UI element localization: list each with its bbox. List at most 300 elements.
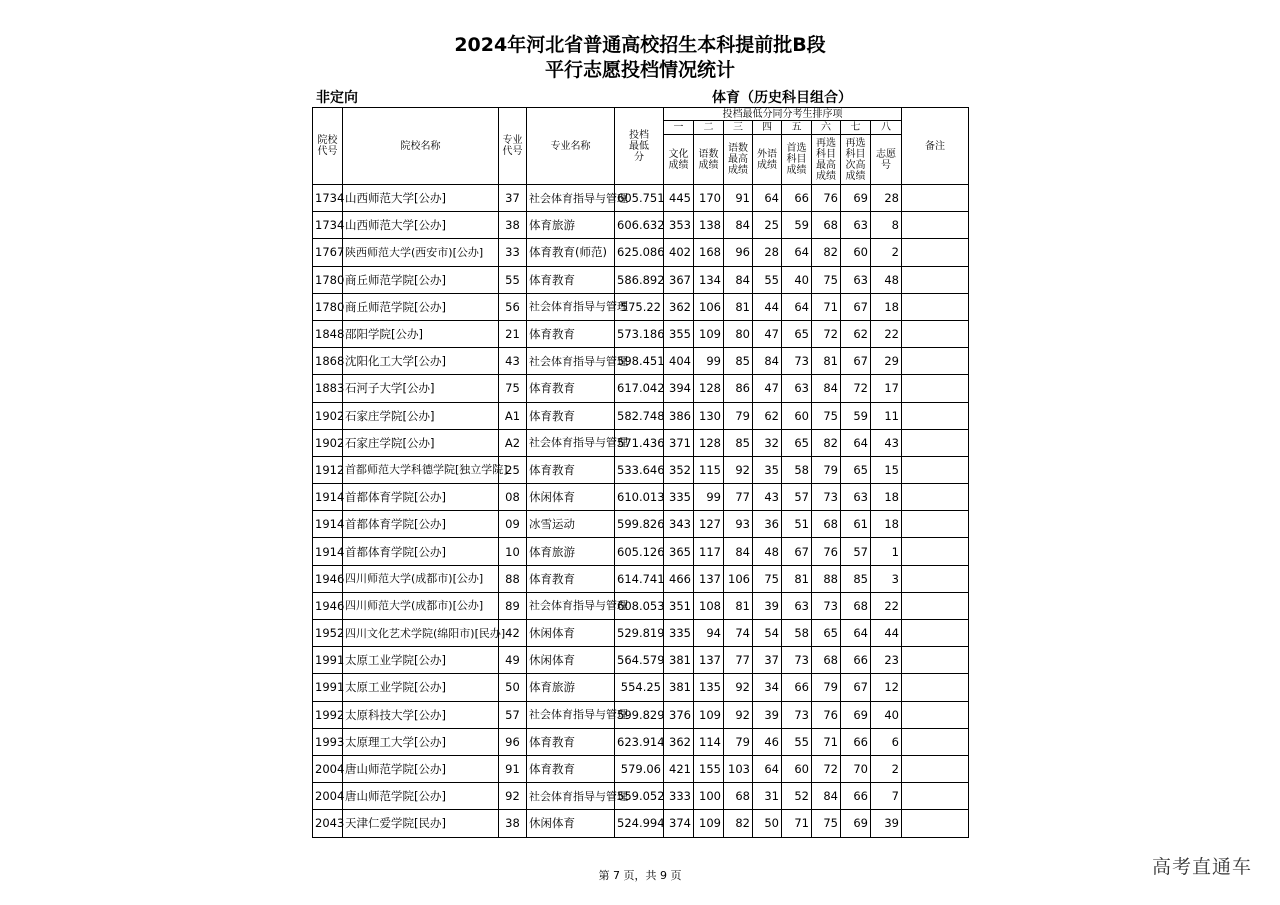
cell-school-name: 沈阳化工大学[公办] (343, 348, 499, 375)
cell-rank-culture: 335 (664, 484, 694, 511)
cell-rank-culture: 445 (664, 185, 694, 212)
cell-min-score: 564.579 (615, 647, 664, 674)
table-row (313, 538, 969, 565)
cell-rank-elective-max: 68 (812, 212, 841, 239)
cell-remarks (902, 212, 969, 239)
cell-min-score: 605.751 (615, 185, 664, 212)
header-school-name: 院校名称 (343, 108, 499, 185)
cell-major-name: 体育教育(师范) (527, 239, 615, 266)
cell-school-name: 石河子大学[公办] (343, 375, 499, 402)
cell-rank-primary: 59 (782, 212, 812, 239)
cell-min-score: 573.186 (615, 320, 664, 347)
cell-rank-elective-second: 60 (841, 239, 871, 266)
cell-min-score: 625.086 (615, 239, 664, 266)
cell-rank-elective-second: 63 (841, 484, 871, 511)
cell-remarks (902, 239, 969, 266)
cell-school-name: 商丘师范学院[公办] (343, 293, 499, 320)
cell-remarks (902, 538, 969, 565)
cell-rank-elective-max: 88 (812, 565, 841, 592)
cell-rank-chn-math: 109 (694, 810, 724, 837)
cell-school-name: 石家庄学院[公办] (343, 402, 499, 429)
table-row (313, 620, 969, 647)
cell-school-code: 1914 (313, 484, 343, 511)
cell-rank-elective-second: 68 (841, 592, 871, 619)
cell-major-code: 55 (499, 266, 527, 293)
cell-school-code: 1848 (313, 320, 343, 347)
cell-rank-choice-no: 12 (871, 674, 902, 701)
cell-school-code: 2004 (313, 755, 343, 782)
cell-rank-chn-math: 130 (694, 402, 724, 429)
cell-rank-choice-no: 29 (871, 348, 902, 375)
cell-rank-primary: 67 (782, 538, 812, 565)
header-major-name: 专业名称 (527, 108, 615, 185)
cell-major-name: 社会体育指导与管理 (527, 185, 615, 212)
cell-rank-chn-math: 115 (694, 456, 724, 483)
cell-rank-culture: 362 (664, 293, 694, 320)
cell-rank-elective-max: 84 (812, 783, 841, 810)
cell-school-code: 1991 (313, 647, 343, 674)
cell-rank-elective-second: 61 (841, 511, 871, 538)
cell-rank-foreign: 39 (753, 701, 782, 728)
cell-rank-chn-math: 94 (694, 620, 724, 647)
table-row (313, 266, 969, 293)
page-title: 2024年河北省普通高校招生本科提前批B段 (454, 34, 826, 56)
cell-remarks (902, 755, 969, 782)
cell-rank-elective-max: 75 (812, 266, 841, 293)
cell-min-score: 598.451 (615, 348, 664, 375)
cell-rank-chn-math: 108 (694, 592, 724, 619)
table-row (313, 185, 969, 212)
cell-school-code: 2043 (313, 810, 343, 837)
cell-rank-culture: 371 (664, 429, 694, 456)
table-row (313, 783, 969, 810)
cell-school-name: 陕西师范大学(西安市)[公办] (343, 239, 499, 266)
cell-major-name: 体育教育 (527, 402, 615, 429)
cell-rank-choice-no: 3 (871, 565, 902, 592)
cell-rank-foreign: 47 (753, 375, 782, 402)
cell-rank-primary: 64 (782, 239, 812, 266)
cell-school-name: 太原工业学院[公办] (343, 647, 499, 674)
cell-school-code: 1734 (313, 185, 343, 212)
cell-rank-primary: 66 (782, 674, 812, 701)
cell-major-code: 21 (499, 320, 527, 347)
cell-rank-foreign: 32 (753, 429, 782, 456)
cell-school-name: 商丘师范学院[公办] (343, 266, 499, 293)
header-remarks: 备注 (902, 108, 969, 185)
cell-rank-elective-second: 67 (841, 348, 871, 375)
cell-rank-chn-math: 155 (694, 755, 724, 782)
cell-rank-culture: 352 (664, 456, 694, 483)
cell-min-score: 599.826 (615, 511, 664, 538)
cell-rank-primary: 60 (782, 402, 812, 429)
page-number: 第 7 页，共 9 页 (598, 869, 682, 882)
cell-min-score: 606.632 (615, 212, 664, 239)
header-rank-item: 志愿号 (871, 135, 902, 185)
cell-rank-foreign: 43 (753, 484, 782, 511)
cell-rank-elective-second: 67 (841, 674, 871, 701)
cell-rank-culture: 374 (664, 810, 694, 837)
cell-school-code: 1914 (313, 538, 343, 565)
cell-school-name: 唐山师范学院[公办] (343, 755, 499, 782)
cell-school-name: 太原理工大学[公办] (343, 728, 499, 755)
cell-min-score: 524.994 (615, 810, 664, 837)
header-school-code: 院校代号 (313, 108, 343, 185)
cell-rank-primary: 40 (782, 266, 812, 293)
cell-rank-foreign: 54 (753, 620, 782, 647)
cell-min-score: 533.646 (615, 456, 664, 483)
cell-major-name: 冰雪运动 (527, 511, 615, 538)
cell-rank-chn-math: 114 (694, 728, 724, 755)
cell-rank-foreign: 55 (753, 266, 782, 293)
header-rank-num: 三 (724, 121, 753, 135)
cell-rank-elective-max: 68 (812, 647, 841, 674)
cell-rank-chn-math-max: 85 (724, 429, 753, 456)
cell-rank-primary: 64 (782, 293, 812, 320)
cell-major-name: 社会体育指导与管理 (527, 429, 615, 456)
cell-rank-primary: 57 (782, 484, 812, 511)
cell-major-name: 体育教育 (527, 320, 615, 347)
cell-rank-chn-math-max: 92 (724, 456, 753, 483)
cell-rank-choice-no: 15 (871, 456, 902, 483)
cell-rank-elective-second: 59 (841, 402, 871, 429)
cell-rank-primary: 65 (782, 429, 812, 456)
cell-rank-elective-max: 75 (812, 810, 841, 837)
header-rank-num: 八 (871, 121, 902, 135)
header-ranking-group: 投档最低分同分考生排序项 (664, 108, 902, 121)
cell-rank-culture: 381 (664, 674, 694, 701)
cell-rank-choice-no: 17 (871, 375, 902, 402)
cell-rank-foreign: 47 (753, 320, 782, 347)
cell-school-code: 1946 (313, 565, 343, 592)
cell-rank-elective-max: 76 (812, 185, 841, 212)
cell-remarks (902, 728, 969, 755)
header-rank-num: 六 (812, 121, 841, 135)
cell-rank-foreign: 84 (753, 348, 782, 375)
cell-school-code: 1868 (313, 348, 343, 375)
cell-rank-elective-second: 63 (841, 266, 871, 293)
cell-rank-elective-second: 85 (841, 565, 871, 592)
subject-group-label: 体育（历史科目组合） (712, 90, 852, 106)
cell-major-name: 体育旅游 (527, 538, 615, 565)
cell-major-name: 体育教育 (527, 266, 615, 293)
cell-rank-elective-second: 63 (841, 212, 871, 239)
cell-school-name: 石家庄学院[公办] (343, 429, 499, 456)
cell-remarks (902, 674, 969, 701)
cell-rank-foreign: 75 (753, 565, 782, 592)
cell-major-code: 92 (499, 783, 527, 810)
cell-rank-culture: 365 (664, 538, 694, 565)
cell-rank-chn-math-max: 80 (724, 320, 753, 347)
cell-rank-elective-max: 76 (812, 538, 841, 565)
cell-rank-chn-math: 127 (694, 511, 724, 538)
cell-rank-choice-no: 7 (871, 783, 902, 810)
cell-rank-primary: 63 (782, 592, 812, 619)
cell-rank-primary: 73 (782, 701, 812, 728)
cell-rank-chn-math: 117 (694, 538, 724, 565)
cell-major-name: 社会体育指导与管理 (527, 592, 615, 619)
cell-rank-culture: 394 (664, 375, 694, 402)
cell-rank-primary: 52 (782, 783, 812, 810)
cell-rank-choice-no: 6 (871, 728, 902, 755)
cell-school-code: 1883 (313, 375, 343, 402)
cell-school-name: 四川文化艺术学院(绵阳市)[民办] (343, 620, 499, 647)
cell-school-code: 1952 (313, 620, 343, 647)
cell-min-score: 575.22 (615, 293, 664, 320)
cell-rank-elective-max: 71 (812, 293, 841, 320)
cell-rank-foreign: 28 (753, 239, 782, 266)
cell-rank-choice-no: 23 (871, 647, 902, 674)
cell-rank-foreign: 31 (753, 783, 782, 810)
cell-rank-elective-second: 70 (841, 755, 871, 782)
cell-rank-foreign: 64 (753, 755, 782, 782)
cell-school-code: 1734 (313, 212, 343, 239)
header-rank-item: 再选科目最高成绩 (812, 135, 841, 185)
cell-rank-elective-max: 76 (812, 701, 841, 728)
cell-remarks (902, 783, 969, 810)
cell-rank-chn-math-max: 85 (724, 348, 753, 375)
cell-school-name: 山西师范大学[公办] (343, 212, 499, 239)
cell-rank-primary: 51 (782, 511, 812, 538)
header-rank-item: 语数成绩 (694, 135, 724, 185)
header-rank-item: 首选科目成绩 (782, 135, 812, 185)
cell-rank-culture: 367 (664, 266, 694, 293)
cell-min-score: 623.914 (615, 728, 664, 755)
cell-school-name: 太原科技大学[公办] (343, 701, 499, 728)
cell-school-name: 天津仁爱学院[民办] (343, 810, 499, 837)
cell-major-code: A2 (499, 429, 527, 456)
cell-major-name: 体育教育 (527, 728, 615, 755)
cell-remarks (902, 320, 969, 347)
cell-rank-choice-no: 22 (871, 320, 902, 347)
cell-rank-choice-no: 48 (871, 266, 902, 293)
cell-rank-elective-max: 73 (812, 484, 841, 511)
cell-rank-elective-second: 62 (841, 320, 871, 347)
cell-min-score: 571.436 (615, 429, 664, 456)
cell-rank-choice-no: 18 (871, 293, 902, 320)
cell-major-code: 88 (499, 565, 527, 592)
cell-school-name: 山西师范大学[公办] (343, 185, 499, 212)
cell-rank-culture: 362 (664, 728, 694, 755)
cell-major-code: 38 (499, 212, 527, 239)
cell-min-score: 582.748 (615, 402, 664, 429)
cell-rank-culture: 386 (664, 402, 694, 429)
cell-major-code: 89 (499, 592, 527, 619)
cell-min-score: 605.126 (615, 538, 664, 565)
cell-rank-choice-no: 18 (871, 511, 902, 538)
cell-major-code: 96 (499, 728, 527, 755)
cell-rank-elective-second: 57 (841, 538, 871, 565)
cell-rank-foreign: 44 (753, 293, 782, 320)
cell-rank-chn-math: 109 (694, 320, 724, 347)
cell-rank-culture: 355 (664, 320, 694, 347)
cell-min-score: 617.042 (615, 375, 664, 402)
cell-remarks (902, 293, 969, 320)
cell-major-name: 体育教育 (527, 456, 615, 483)
cell-remarks (902, 348, 969, 375)
cell-remarks (902, 429, 969, 456)
cell-remarks (902, 456, 969, 483)
cell-school-code: 1902 (313, 429, 343, 456)
cell-rank-foreign: 50 (753, 810, 782, 837)
table-row (313, 701, 969, 728)
cell-rank-elective-second: 65 (841, 456, 871, 483)
cell-rank-primary: 71 (782, 810, 812, 837)
cell-min-score: 599.829 (615, 701, 664, 728)
cell-rank-elective-max: 72 (812, 320, 841, 347)
cell-rank-elective-max: 73 (812, 592, 841, 619)
cell-rank-chn-math: 134 (694, 266, 724, 293)
page-subtitle: 平行志愿投档情况统计 (544, 59, 735, 81)
cell-major-code: 42 (499, 620, 527, 647)
table-row (313, 565, 969, 592)
cell-rank-elective-second: 66 (841, 728, 871, 755)
cell-major-name: 休闲体育 (527, 810, 615, 837)
cell-major-name: 休闲体育 (527, 647, 615, 674)
header-rank-item: 再选科目次高成绩 (841, 135, 871, 185)
cell-remarks (902, 701, 969, 728)
cell-rank-chn-math-max: 81 (724, 293, 753, 320)
cell-rank-foreign: 64 (753, 185, 782, 212)
cell-rank-culture: 466 (664, 565, 694, 592)
cell-rank-elective-max: 79 (812, 456, 841, 483)
cell-school-code: 1946 (313, 592, 343, 619)
cell-school-name: 首都体育学院[公办] (343, 538, 499, 565)
cell-major-code: 25 (499, 456, 527, 483)
cell-rank-culture: 421 (664, 755, 694, 782)
table-row (313, 484, 969, 511)
cell-min-score: 579.06 (615, 755, 664, 782)
table-row (313, 293, 969, 320)
cell-remarks (902, 592, 969, 619)
table-row (313, 728, 969, 755)
cell-rank-chn-math-max: 96 (724, 239, 753, 266)
cell-major-code: 56 (499, 293, 527, 320)
cell-school-name: 四川师范大学(成都市)[公办] (343, 565, 499, 592)
cell-school-code: 1914 (313, 511, 343, 538)
cell-rank-chn-math-max: 79 (724, 402, 753, 429)
cell-rank-chn-math: 128 (694, 429, 724, 456)
cell-rank-chn-math: 138 (694, 212, 724, 239)
cell-rank-foreign: 34 (753, 674, 782, 701)
cell-rank-elective-max: 75 (812, 402, 841, 429)
cell-rank-chn-math: 135 (694, 674, 724, 701)
cell-rank-chn-math-max: 91 (724, 185, 753, 212)
cell-rank-primary: 73 (782, 647, 812, 674)
cell-school-code: 1992 (313, 701, 343, 728)
cell-rank-chn-math-max: 79 (724, 728, 753, 755)
cell-school-name: 首都体育学院[公办] (343, 484, 499, 511)
cell-min-score: 554.25 (615, 674, 664, 701)
cell-rank-foreign: 25 (753, 212, 782, 239)
cell-remarks (902, 620, 969, 647)
cell-rank-foreign: 35 (753, 456, 782, 483)
cell-rank-chn-math-max: 86 (724, 375, 753, 402)
category-label: 非定向 (316, 90, 358, 106)
cell-rank-chn-math-max: 84 (724, 212, 753, 239)
cell-major-name: 社会体育指导与管理 (527, 293, 615, 320)
cell-rank-foreign: 37 (753, 647, 782, 674)
cell-rank-chn-math-max: 106 (724, 565, 753, 592)
cell-rank-choice-no: 2 (871, 239, 902, 266)
cell-rank-culture: 381 (664, 647, 694, 674)
table-row (313, 429, 969, 456)
cell-major-code: 43 (499, 348, 527, 375)
cell-major-code: 38 (499, 810, 527, 837)
cell-major-name: 体育旅游 (527, 674, 615, 701)
cell-min-score: 586.892 (615, 266, 664, 293)
cell-rank-foreign: 62 (753, 402, 782, 429)
cell-major-code: 09 (499, 511, 527, 538)
cell-rank-chn-math-max: 82 (724, 810, 753, 837)
cell-major-code: 37 (499, 185, 527, 212)
cell-rank-elective-max: 79 (812, 674, 841, 701)
cell-rank-chn-math-max: 92 (724, 674, 753, 701)
table-row (313, 375, 969, 402)
cell-rank-choice-no: 28 (871, 185, 902, 212)
cell-rank-primary: 58 (782, 620, 812, 647)
header-rank-num: 二 (694, 121, 724, 135)
cell-major-name: 体育旅游 (527, 212, 615, 239)
table-row (313, 592, 969, 619)
cell-school-code: 1993 (313, 728, 343, 755)
cell-rank-chn-math: 100 (694, 783, 724, 810)
cell-school-name: 邵阳学院[公办] (343, 320, 499, 347)
admission-table (312, 107, 969, 838)
cell-remarks (902, 647, 969, 674)
table-row (313, 402, 969, 429)
cell-rank-primary: 73 (782, 348, 812, 375)
cell-rank-elective-max: 81 (812, 348, 841, 375)
header-rank-num: 五 (782, 121, 812, 135)
cell-rank-chn-math-max: 68 (724, 783, 753, 810)
cell-major-code: 49 (499, 647, 527, 674)
cell-rank-chn-math-max: 77 (724, 647, 753, 674)
cell-rank-choice-no: 1 (871, 538, 902, 565)
table-row (313, 810, 969, 837)
cell-rank-chn-math: 170 (694, 185, 724, 212)
cell-rank-chn-math-max: 84 (724, 266, 753, 293)
cell-rank-elective-max: 72 (812, 755, 841, 782)
header-rank-item: 语数最高成绩 (724, 135, 753, 185)
cell-major-name: 休闲体育 (527, 484, 615, 511)
cell-major-code: 08 (499, 484, 527, 511)
cell-rank-chn-math: 99 (694, 484, 724, 511)
cell-rank-chn-math-max: 93 (724, 511, 753, 538)
cell-school-code: 1767 (313, 239, 343, 266)
cell-rank-foreign: 39 (753, 592, 782, 619)
cell-major-code: 33 (499, 239, 527, 266)
cell-major-code: 10 (499, 538, 527, 565)
cell-rank-elective-second: 64 (841, 429, 871, 456)
cell-remarks (902, 810, 969, 837)
cell-rank-culture: 353 (664, 212, 694, 239)
cell-rank-elective-second: 72 (841, 375, 871, 402)
cell-rank-choice-no: 18 (871, 484, 902, 511)
cell-rank-choice-no: 39 (871, 810, 902, 837)
cell-rank-elective-second: 69 (841, 810, 871, 837)
cell-min-score: 610.013 (615, 484, 664, 511)
cell-major-name: 体育教育 (527, 755, 615, 782)
table-row (313, 647, 969, 674)
header-rank-num: 一 (664, 121, 694, 135)
cell-rank-primary: 63 (782, 375, 812, 402)
cell-rank-primary: 66 (782, 185, 812, 212)
cell-rank-elective-max: 68 (812, 511, 841, 538)
cell-rank-foreign: 48 (753, 538, 782, 565)
cell-rank-choice-no: 40 (871, 701, 902, 728)
cell-rank-chn-math: 137 (694, 565, 724, 592)
cell-rank-choice-no: 2 (871, 755, 902, 782)
